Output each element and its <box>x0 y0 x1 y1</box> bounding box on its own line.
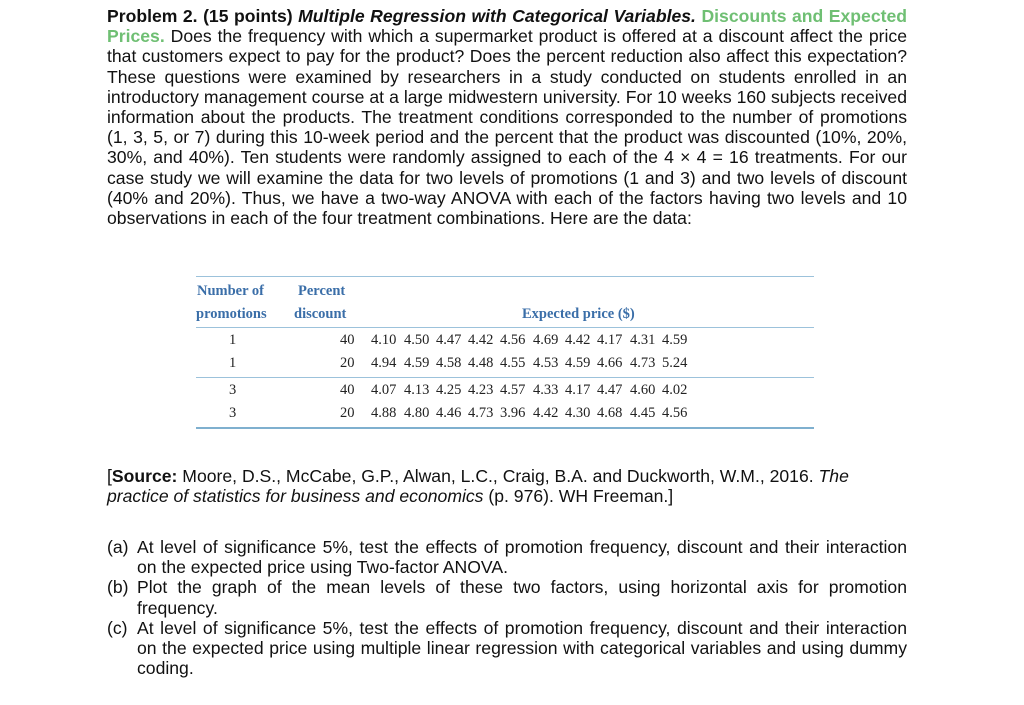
problem-subtitle: Discounts and Expected Prices. <box>107 6 908 47</box>
cell-expected-price: 4.17 <box>565 382 591 398</box>
cell-expected-price: 4.50 <box>404 332 430 348</box>
source-text-before: Moore, D.S., McCabe, G.P., Alwan, L.C., Craig, B.A. and Duckworth, W.M., 2016. <box>177 466 819 486</box>
table-row <box>196 401 814 424</box>
table-group-promotions-3 <box>196 378 814 424</box>
header-promotions-line1: Number of <box>197 283 264 299</box>
cell-expected-price: 4.23 <box>468 382 494 398</box>
cell-expected-price: 4.17 <box>597 332 623 348</box>
cell-expected-price: 4.31 <box>630 332 656 348</box>
cell-discount: 20 <box>340 355 355 371</box>
problem-statement <box>107 6 907 228</box>
cell-expected-price: 4.42 <box>468 332 494 348</box>
question-part-label: (a) <box>107 537 129 557</box>
source-text-after: (p. 976). WH Freeman.] <box>483 486 674 507</box>
cell-expected-price: 4.53 <box>533 355 559 371</box>
source-citation <box>107 466 907 506</box>
source-label: Source: <box>111 466 178 486</box>
cell-expected-price: 4.69 <box>533 332 559 348</box>
cell-expected-price: 4.58 <box>436 355 462 371</box>
question-part-b <box>107 577 907 617</box>
source-open-bracket: [ <box>107 466 112 486</box>
cell-promotions: 1 <box>229 355 237 371</box>
header-discount-line1: Percent <box>298 283 346 299</box>
cell-expected-price: 4.25 <box>436 382 462 398</box>
cell-expected-price: 4.55 <box>500 355 526 371</box>
cell-expected-price: 4.47 <box>597 382 623 398</box>
cell-expected-price: 4.57 <box>500 382 526 398</box>
cell-expected-price: 4.73 <box>468 405 494 421</box>
header-expected-price: Expected price ($) <box>522 306 635 322</box>
source-book-title: The practice of statistics for business and economics <box>107 466 849 507</box>
cell-expected-price: 4.48 <box>468 355 494 371</box>
cell-expected-price: 4.42 <box>565 332 591 348</box>
cell-expected-price: 4.66 <box>597 355 623 371</box>
cell-promotions: 3 <box>229 382 237 398</box>
cell-expected-price: 4.59 <box>565 355 591 371</box>
cell-expected-price: 5.24 <box>662 355 688 371</box>
question-part-text: Plot the graph of the mean levels of these two factors, using horizontal axis for promotion frequency. <box>137 577 907 618</box>
cell-expected-price: 3.96 <box>500 405 526 421</box>
cell-expected-price: 4.88 <box>371 405 397 421</box>
cell-expected-price: 4.60 <box>630 382 656 398</box>
question-part-c <box>107 618 907 679</box>
question-part-text: At level of significance 5%, test the effects of promotion frequency, discount and their interaction on the expected price using Two-factor ANOVA. <box>137 537 907 578</box>
question-part-label: (c) <box>107 617 128 638</box>
cell-expected-price: 4.46 <box>436 405 462 421</box>
table-bottom-rule <box>196 427 814 429</box>
cell-expected-price: 4.56 <box>500 332 526 348</box>
cell-expected-price: 4.02 <box>662 382 688 398</box>
cell-expected-price: 4.30 <box>565 405 591 421</box>
cell-discount: 40 <box>340 382 355 398</box>
problem-intro <box>107 6 907 228</box>
question-part-label: (b) <box>107 577 129 598</box>
problem-intro-text: Does the frequency with which a supermarket product is offered at a discount affect the price that customers expect to pay for the product? Does the percent reduction also affect this expectation? These questions were examined by researchers in a study conducted on students enrolled in an introductory management course at a large midwestern university. For 10 weeks 160 subjects received information about the products. The treatment conditions corresponded to the number of promotions (1, 3, 5, or 7) during this 10-week period and the percent that the product was discounted (10%, 20%, 30%, and 40%). Ten students were randomly assigned to each of the 4 × 4 = 16 treatments. For our case study we will examine the data for two levels of promotions (1 and 3) and two levels of discount (40% and 20%). Thus, we have a two-way ANOVA with each of the factors having two levels and 10 observations in each of the four treatment combinations. Here are the data: <box>107 26 908 229</box>
question-part-text: At level of significance 5%, test the effects of promotion frequency, discount and their interaction on the expected price using multiple linear regression with categorical variables and using dummy coding. <box>137 617 907 679</box>
header-discount-line2: discount <box>294 306 347 322</box>
cell-expected-price: 4.07 <box>371 382 397 398</box>
table-row <box>196 328 814 351</box>
problem-title: Multiple Regression with Categorical Variables. <box>298 6 696 26</box>
cell-discount: 40 <box>340 332 355 348</box>
problem-number: Problem 2. (15 points) <box>107 6 293 26</box>
cell-expected-price: 4.59 <box>662 332 688 348</box>
cell-expected-price: 4.10 <box>371 332 397 348</box>
cell-expected-price: 4.56 <box>662 405 688 421</box>
cell-expected-price: 4.73 <box>630 355 656 371</box>
cell-expected-price: 4.45 <box>630 405 656 421</box>
cell-expected-price: 4.80 <box>404 405 430 421</box>
cell-expected-price: 4.59 <box>404 355 430 371</box>
header-promotions-line2: promotions <box>196 306 267 322</box>
cell-expected-price: 4.42 <box>533 405 559 421</box>
table-row <box>196 378 814 401</box>
table-header <box>196 277 814 327</box>
question-parts <box>107 537 907 678</box>
cell-promotions: 3 <box>229 405 237 421</box>
table-row <box>196 351 814 374</box>
cell-expected-price: 4.47 <box>436 332 462 348</box>
cell-expected-price: 4.68 <box>597 405 623 421</box>
cell-promotions: 1 <box>229 332 237 348</box>
cell-discount: 20 <box>340 405 355 421</box>
cell-expected-price: 4.13 <box>404 382 430 398</box>
data-table <box>196 276 814 429</box>
question-part-a <box>107 537 907 577</box>
cell-expected-price: 4.94 <box>371 355 397 371</box>
cell-expected-price: 4.33 <box>533 382 559 398</box>
table-group-promotions-1 <box>196 328 814 374</box>
